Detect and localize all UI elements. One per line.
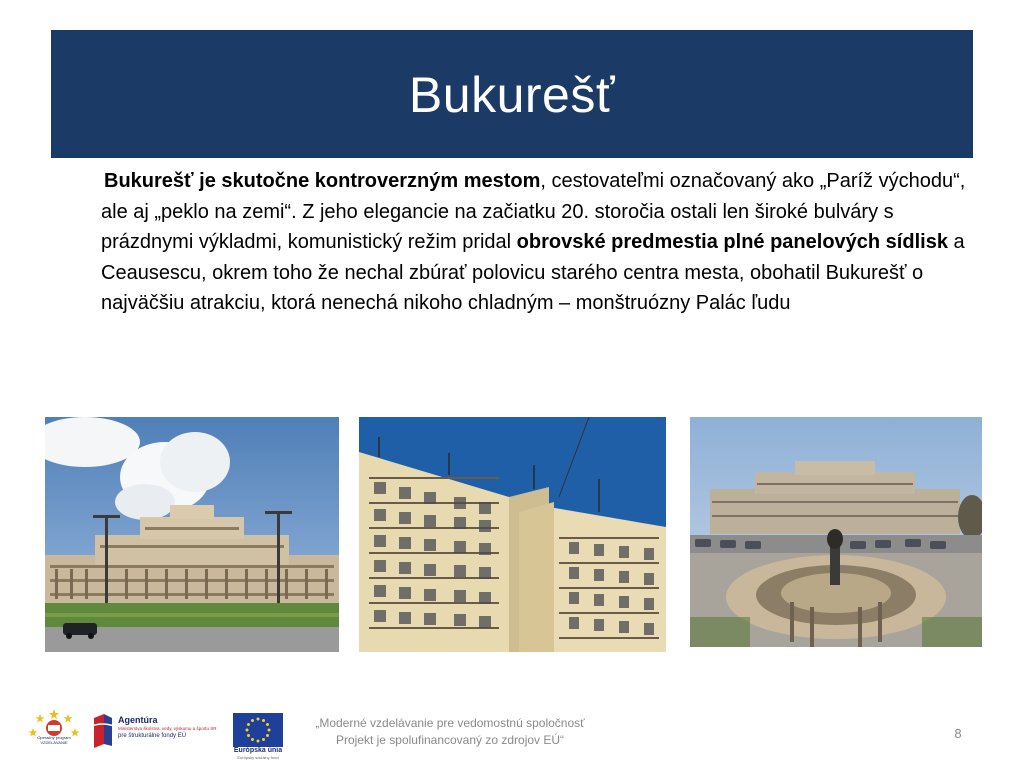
title-banner [51, 30, 973, 158]
body-bold-suburbs: obrovské predmestia plné panelových sídlisk [516, 231, 948, 253]
body-text-part-2: a Ceausescu, okrem toho že nechal zbúrať polovicu starého centra mesta, obohatil Bukurešť o najväčšiu atrakciu, ktorá nenechá nikoho chladným – monštruózny Palác ľudu [101, 231, 965, 314]
agentura-line-2: pre štrukturálne fondy EÚ [118, 732, 187, 739]
footer-line-2: Projekt je spolufinancovaný zo zdrojov EÚ“ [335, 733, 565, 747]
body-text-part-1: , cestovateľmi označovaný ako „Paríž východu“, ale aj „peklo na zemi“. Z jeho elegancie na začiatku 20. storočia ostali len široké bulváry s prázdnymi výkladmi, komunistický režim pridal [101, 170, 966, 253]
footer-line-1: „Moderné vzdelávanie pre vedomostnú spoločnosť [315, 716, 585, 730]
footer-project-text [300, 715, 600, 749]
apartment-blocks-photo [359, 417, 666, 652]
body-bold-intro: Bukurešť je skutočne kontroverzným mestom [104, 170, 541, 192]
page-number: 8 [954, 726, 962, 741]
vzdelavanie-program-logo [28, 708, 80, 760]
eu-sublabel: Európsky sociálny fond [237, 755, 279, 760]
agentura-line-1: Ministerstva školstva, vedy, výskumu a športu SR [118, 725, 217, 731]
palace-of-parliament-photo [45, 417, 339, 652]
palace-fountain-square-photo [690, 417, 982, 647]
agentura-title: Agentúra [118, 715, 158, 725]
eu-flag-logo [233, 713, 283, 761]
slide-title: Bukurešť [408, 67, 616, 123]
agentura-logo [90, 712, 225, 752]
eu-label: Európska únia [233, 747, 283, 754]
vzdelavanie-logo-text: Operačný program VZDELÁVANIE [37, 735, 71, 745]
body-paragraph [101, 166, 981, 319]
